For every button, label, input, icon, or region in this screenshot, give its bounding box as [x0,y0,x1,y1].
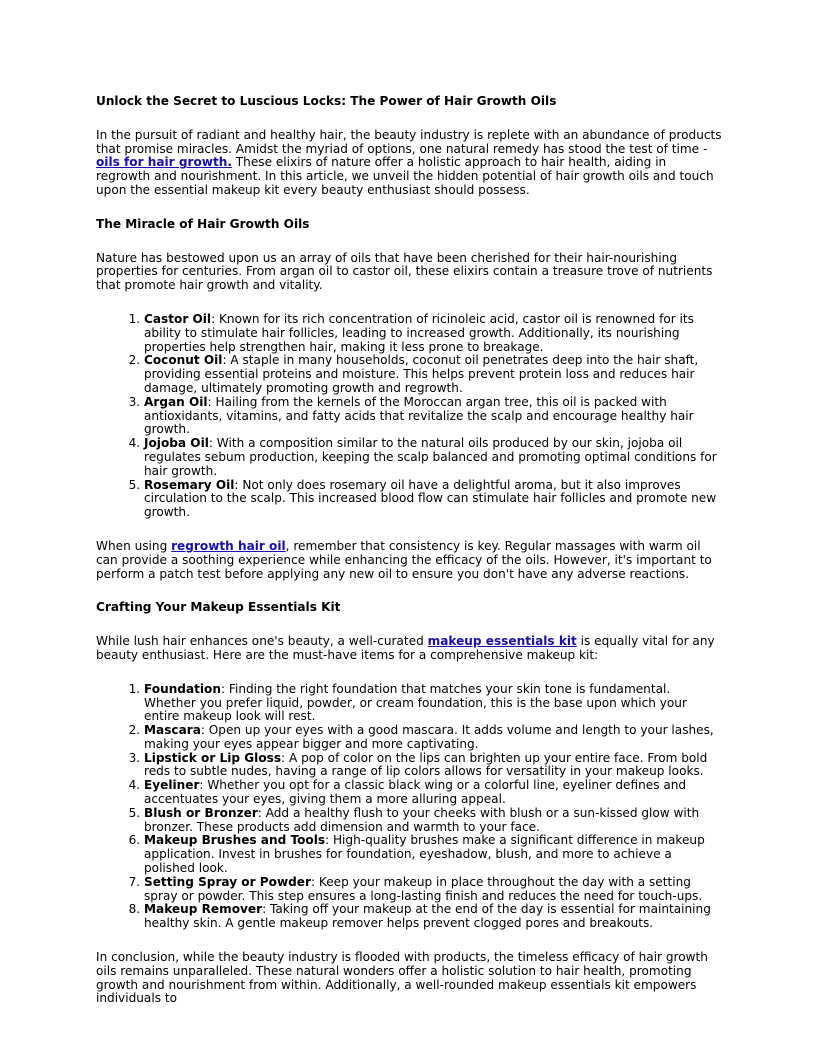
list-item [144,876,724,904]
list-item-desc: : A staple in many households, coconut oil penetrates deep into the hair shaft, providing essential proteins and moisture. This helps prevent protein loss and reduces hair damage, ultimately promoting growth and regrowth. [144,353,699,395]
list-item [144,752,724,780]
usage-text-2: , remember that consistency is key. Regular massages with warm oil can provide a soothing experience while enhancing the efficacy of the oils. However, it's important to perform a patch test before applying any new oil to ensure you don't have any adverse reactions. [96,538,712,581]
list-item [144,724,724,752]
oils-for-hair-growth-link[interactable]: oils for hair growth. [96,155,232,170]
list-item-term: Makeup Brushes and Tools [144,833,326,848]
list-item-term: Coconut Oil [144,353,223,368]
hair-oils-list [96,313,724,520]
list-item-term: Rosemary Oil [144,477,235,492]
article-title: Unlock the Secret to Luscious Locks: The Power of Hair Growth Oils [96,94,557,108]
list-item-desc: : Open up your eyes with a good mascara. It adds volume and length to your lashes, making your eyes appear bigger and more captivating. [144,723,714,751]
list-item [144,779,724,807]
list-item-term: Foundation [144,681,221,696]
list-item-desc: : Add a healthy flush to your cheeks with blush or a sun-kissed glow with bronzer. These products add dimension and warmth to your face. [144,805,700,834]
list-item-term: Eyeliner [144,778,200,793]
makeup-intro-text-2: is equally vital for any beauty enthusiast. Here are the must-have items for a comprehensive makeup kit: [96,634,715,662]
list-item-term: Blush or Bronzer [144,805,258,820]
makeup-kit-list [96,683,724,931]
list-item-desc: : Keep your makeup in place throughout the day with a setting spray or powder. This step ensures a long-lasting finish and reduces the need for touch-ups. [144,874,703,903]
list-item [144,479,724,520]
usage-paragraph [96,540,724,581]
document-page [96,95,724,1026]
list-item [144,313,724,354]
section-heading-hair-oils: The Miracle of Hair Growth Oils [96,216,310,231]
list-item-desc: : With a composition similar to the natural oils produced by our skin, jojoba oil regulates sebum production, keeping the scalp balanced and promoting optimal conditions for hair growth. [144,436,717,478]
intro-text-1: In the pursuit of radiant and healthy hair, the beauty industry is replete with an abundance of products that promise miracles. Amidst the myriad of options, one natural remedy has stood the test of time - [96,127,722,156]
list-item [144,807,724,835]
list-item [144,354,724,395]
list-item-term: Castor Oil [144,311,212,326]
list-item-term: Mascara [144,723,201,738]
regrowth-hair-oil-link[interactable]: regrowth hair oil [171,538,286,553]
conclusion-paragraph: In conclusion, while the beauty industry is flooded with products, the timeless efficacy of hair growth oils remains unparalleled. These natural wonders offer a holistic solution to hair health, promoting growth and nourishment from within. Additionally, a well-rounded makeup essentials kit empowers individuals to [96,950,708,1006]
list-item-term: Makeup Remover [144,902,263,917]
list-item-desc: : High-quality brushes make a significant difference in makeup application. Invest in brushes for foundation, eyeshadow, blush, and more to achieve a polished look. [144,833,705,876]
list-item-term: Lipstick or Lip Gloss [144,750,282,765]
list-item [144,396,724,437]
list-item-desc: : Not only does rosemary oil have a delightful aroma, but it also improves circulation to the scalp. This increased blood flow can stimulate hair follicles and promote new growth. [144,477,717,520]
list-item [144,903,724,931]
list-item [144,683,724,724]
usage-text-1: When using [96,538,172,553]
intro-paragraph [96,129,724,198]
list-item-desc: : Finding the right foundation that matches your skin tone is fundamental. Whether you prefer liquid, powder, or cream foundation, this is the base upon which your entire makeup look will rest. [144,681,687,724]
makeup-intro-text-1: While lush hair enhances one's beauty, a well-curated [96,634,428,649]
list-item [144,834,724,875]
list-item [144,437,724,478]
section-heading-makeup-kit: Crafting Your Makeup Essentials Kit [96,600,341,615]
list-item-term: Setting Spray or Powder [144,874,311,889]
list-item-desc: : Whether you opt for a classic black wing or a colorful line, eyeliner defines and accentuates your eyes, giving them a more alluring appeal. [144,778,687,807]
intro-text-2: These elixirs of nature offer a holistic approach to hair health, aiding in regrowth and nourishment. In this article, we unveil the hidden potential of hair growth oils and touch upon the essential makeup kit every beauty enthusiast should possess. [96,155,714,197]
list-item-term: Argan Oil [144,394,208,409]
makeup-intro-paragraph [96,635,724,663]
list-item-desc: : Taking off your makeup at the end of the day is essential for maintaining healthy skin. A gentle makeup remover helps prevent clogged pores and breakouts. [144,902,711,931]
makeup-essentials-kit-link[interactable]: makeup essentials kit [427,634,577,649]
list-item-desc: : A pop of color on the lips can brighten up your entire face. From bold reds to subtle nudes, having a range of lip colors allows for versatility in your makeup looks. [144,750,708,779]
list-item-term: Jojoba Oil [144,436,209,451]
list-item-desc: : Known for its rich concentration of ricinoleic acid, castor oil is renowned for its ability to stimulate hair follicles, leading to increased growth. Additionally, its nourishing properties help strengthen hair, making it less prone to breakage. [144,311,694,354]
list-item-desc: : Hailing from the kernels of the Moroccan argan tree, this oil is packed with antioxidants, vitamins, and fatty acids that revitalize the scalp and encourage healthy hair growth. [144,394,694,437]
hair-oils-paragraph: Nature has bestowed upon us an array of oils that have been cherished for their hair-nourishing properties for centuries. From argan oil to castor oil, these elixirs contain a treasure trove of nutrients that promote hair growth and vitality. [96,250,713,293]
